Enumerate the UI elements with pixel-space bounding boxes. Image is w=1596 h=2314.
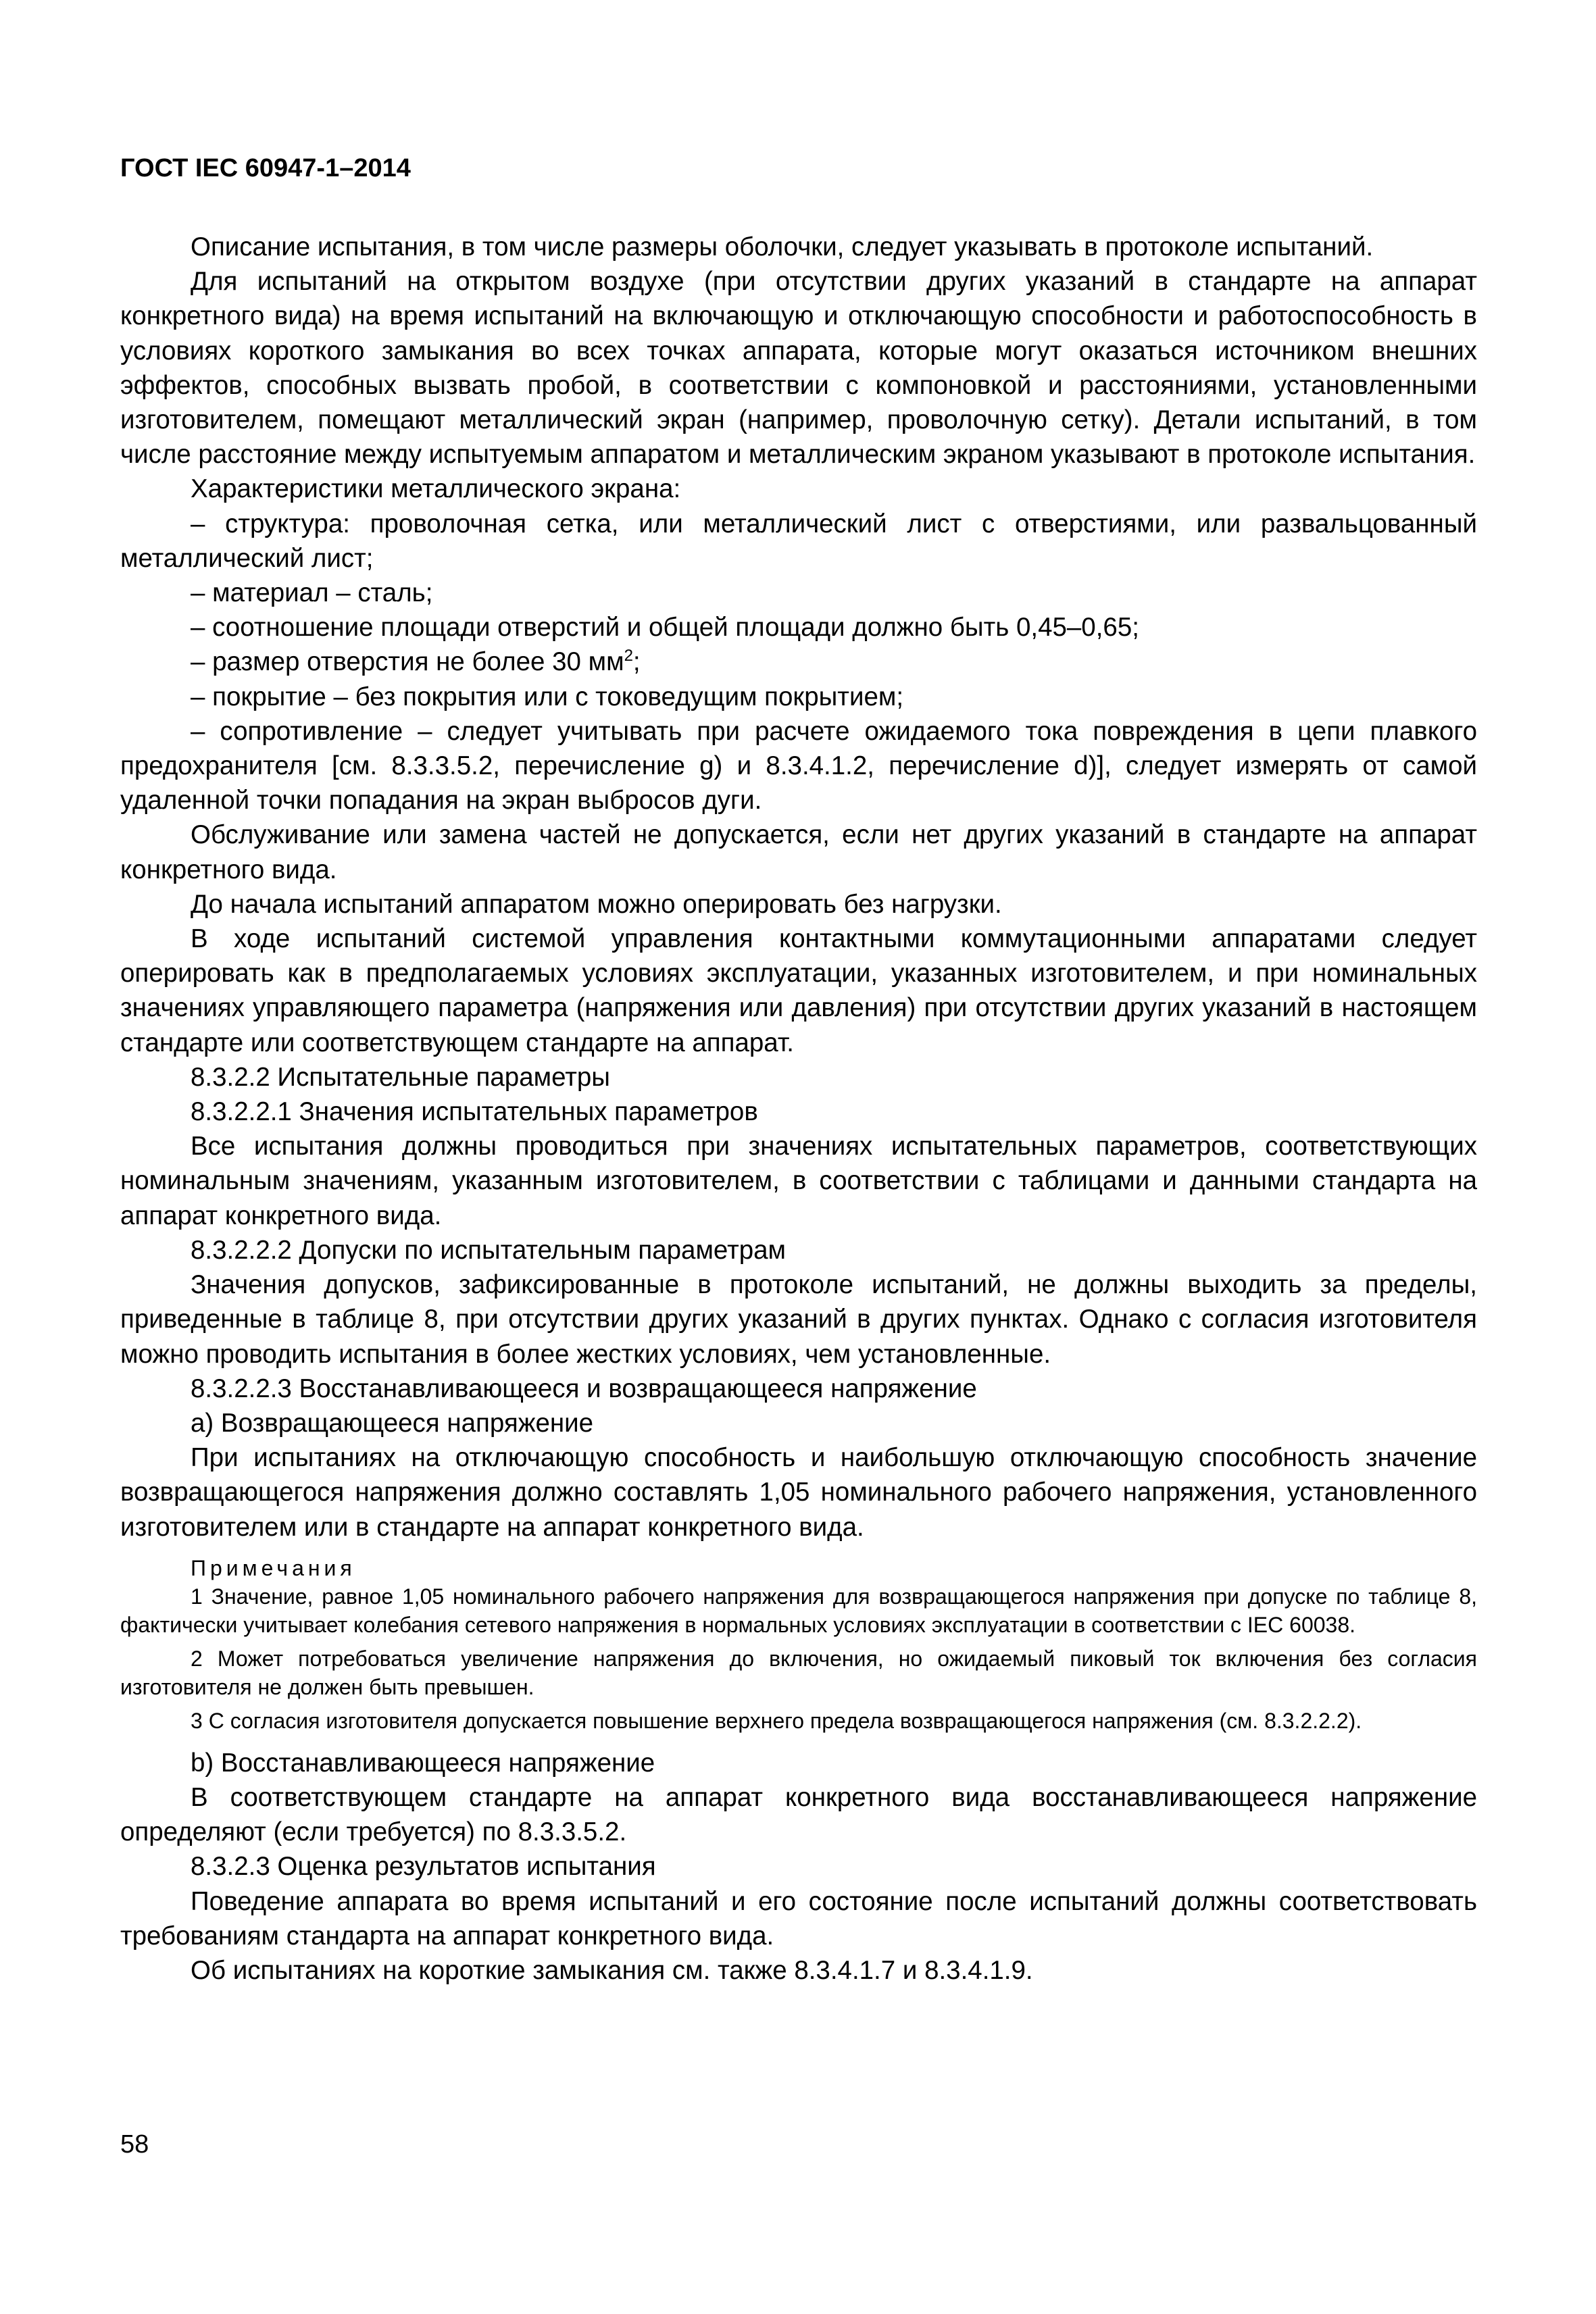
standard-header: ГОСТ IEC 60947-1–2014: [120, 154, 411, 182]
paragraph: Описание испытания, в том числе размеры оболочки, следует указывать в протоколе испытаний.: [191, 232, 1374, 261]
note-item: 1 Значение, равное 1,05 номинального рабочего напряжения для возвращающегося напряжения при допуске по таблице 8, фактически учитывает колебания сетевого напряжения в нормальных условиях эксплуатации в соответствии с IEC 60038.: [120, 1584, 1477, 1637]
section-heading: 8.3.2.2.1 Значения испытательных параметров: [191, 1097, 758, 1127]
document-body: [120, 230, 1477, 1988]
list-item: – материал – сталь;: [191, 578, 433, 608]
list-item: – сопротивление – следует учитывать при расчете ожидаемого тока повреждения в цепи плавкого предохранителя [см. 8.3.3.5.2, перечисление g) и 8.3.4.1.2, перечисление d)], следует измерять от самой удаленной точки попадания на экран выбросов дуги.: [120, 716, 1477, 815]
paragraph: Характеристики металлического экрана:: [191, 474, 681, 504]
paragraph: Обслуживание или замена частей не допускается, если нет других указаний в стандарте на аппарат конкретного вида.: [120, 820, 1477, 884]
hole-size-text: – размер отверстия не более 30 мм: [191, 647, 624, 677]
list-item-hole-size: [120, 645, 1477, 679]
paragraph: Для испытаний на открытом воздухе (при отсутствии других указаний в стандарте на аппарат конкретного вида) на время испытаний на включающую и отключающую способности и работоспособность в условиях короткого замыкания во всех точках аппарата, которые могут оказаться источником внешних эффектов, способных вызвать пробой, в соответствии с компоновкой и расстояниями, установленными изготовителем, помещают металлический экран (например, проволочную сетку). Детали испытаний, в том числе расстояние между испытуемым аппаратом и металлическим экраном указывают в протоколе испытания.: [120, 267, 1477, 470]
superscript: 2: [624, 647, 633, 665]
section-heading: 8.3.2.3 Оценка результатов испытания: [191, 1852, 656, 1882]
paragraph: До начала испытаний аппаратом можно оперировать без нагрузки.: [191, 889, 1002, 919]
list-item: – соотношение площади отверстий и общей площади должно быть 0,45–0,65;: [191, 613, 1139, 643]
note-item: 2 Может потребоваться увеличение напряжения до включения, но ожидаемый пиковый ток включения без согласия изготовителя не должен быть превышен.: [120, 1646, 1477, 1699]
paragraph: При испытаниях на отключающую способность и наибольшую отключающую способность значение возвращающегося напряжения должно составлять 1,05 номинального рабочего напряжения, установленного изготовителем или в стандарте на аппарат конкретного вида.: [120, 1443, 1477, 1542]
paragraph: Значения допусков, зафиксированные в протоколе испытаний, не должны выходить за пределы, приведенные в таблице 8, при отсутствии других указаний в других пунктах. Однако с согласия изготовителя можно проводить испытания в более жестких условиях, чем установленные.: [120, 1270, 1477, 1369]
subsection-heading: b) Восстанавливающееся напряжение: [191, 1748, 655, 1778]
notes-block: [120, 1554, 1477, 1735]
section-heading: 8.3.2.2.3 Восстанавливающееся и возвращающееся напряжение: [191, 1374, 977, 1403]
paragraph: Об испытаниях на короткие замыкания см. также 8.3.4.1.7 и 8.3.4.1.9.: [191, 1955, 1033, 1985]
list-item: – структура: проволочная сетка, или металлический лист с отверстиями, или развальцованный металлический лист;: [120, 509, 1477, 573]
page-number: 58: [120, 2130, 149, 2159]
note-item: 3 С согласия изготовителя допускается повышение верхнего предела возвращающегося напряжения (см. 8.3.2.2.2).: [191, 1708, 1362, 1733]
paragraph: В ходе испытаний системой управления контактными коммутационными аппаратами следует оперировать как в предполагаемых условиях эксплуатации, указанных изготовителем, и при номинальных значениях управляющего параметра (напряжения или давления) при отсутствии других указаний в настоящем стандарте или соответствующем стандарте на аппарат.: [120, 924, 1477, 1057]
paragraph: Все испытания должны проводиться при значениях испытательных параметров, соответствующих номинальным значениям, указанным изготовителем, в соответствии с таблицами и данными стандарта на аппарат конкретного вида.: [120, 1132, 1477, 1230]
section-heading: 8.3.2.2 Испытательные параметры: [191, 1062, 610, 1092]
notes-label: Примечания: [191, 1555, 356, 1580]
paragraph: В соответствующем стандарте на аппарат конкретного вида восстанавливающееся напряжение определяют (если требуется) по 8.3.3.5.2.: [120, 1782, 1477, 1847]
hole-size-tail: ;: [632, 647, 641, 677]
list-item: – покрытие – без покрытия или с токоведущим покрытием;: [191, 682, 904, 711]
paragraph: Поведение аппарата во время испытаний и его состояние после испытаний должны соответствовать требованиям стандарта на аппарат конкретного вида.: [120, 1886, 1477, 1951]
section-heading: 8.3.2.2.2 Допуски по испытательным параметрам: [191, 1235, 786, 1265]
subsection-heading: a) Возвращающееся напряжение: [191, 1408, 594, 1438]
